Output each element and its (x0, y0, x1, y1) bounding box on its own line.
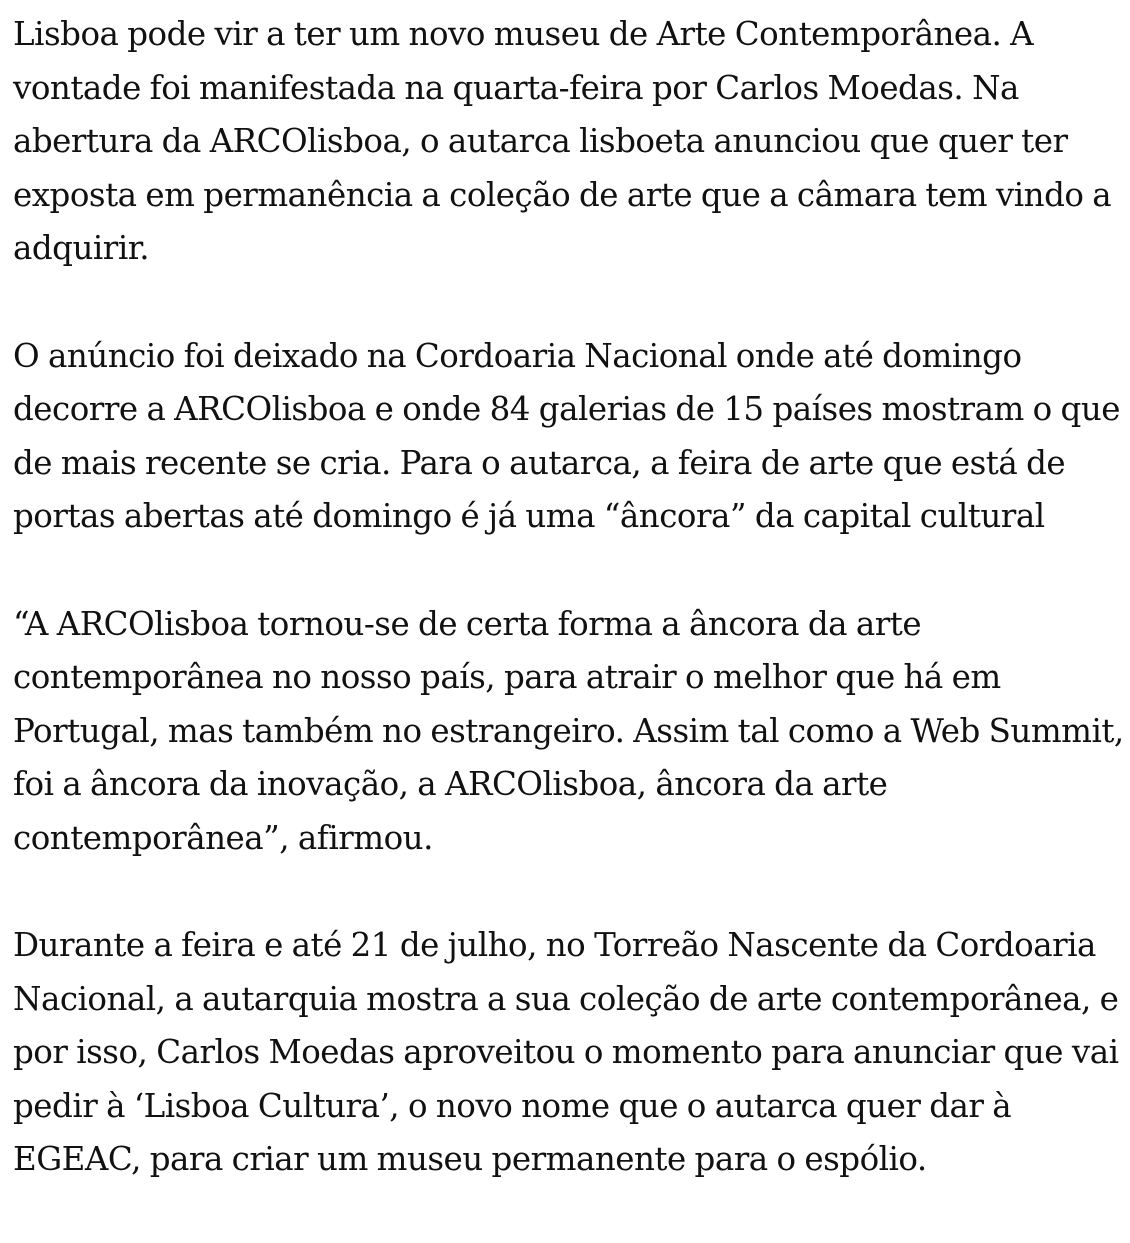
article-paragraph-2: O anúncio foi deixado na Cordoaria Nacional onde até domingo decorre a ARCOlisboa e onde 84 galerias de 15 países mostram o que de mais recente se cria. Para o autarca, a feira de arte que está de portas abertas até domingo é já uma “âncora” da capital cultural (13, 336, 1120, 536)
article-paragraph-3: “A ARCOlisboa tornou-se de certa forma a âncora da arte contemporânea no nosso país, para atrair o melhor que há em Portugal, mas também no estrangeiro. Assim tal como a Web Summit, foi a âncora da inovação, a ARCOlisboa, âncora da arte contemporânea”, afirmou. (13, 604, 1124, 857)
article-paragraph-1: Lisboa pode vir a ter um novo museu de Arte Contemporânea. A vontade foi manifestada na quarta-feira por Carlos Moedas. Na abertura da ARCOlisboa, o autarca lisboeta anunciou que quer ter exposta em permanência a coleção de arte que a câmara tem vindo a adquirir. (13, 15, 1112, 268)
article-paragraph-4: Durante a feira e até 21 de julho, no Torreão Nascente da Cordoaria Nacional, a autarquia mostra a sua coleção de arte contemporânea, e por isso, Carlos Moedas aproveitou o momento para anunciar que vai pedir à ‘Lisboa Cultura’, o novo nome que o autarca quer dar à EGEAC, para criar um museu permanente para o espólio. (13, 926, 1119, 1179)
article-body (13, 8, 1128, 1187)
